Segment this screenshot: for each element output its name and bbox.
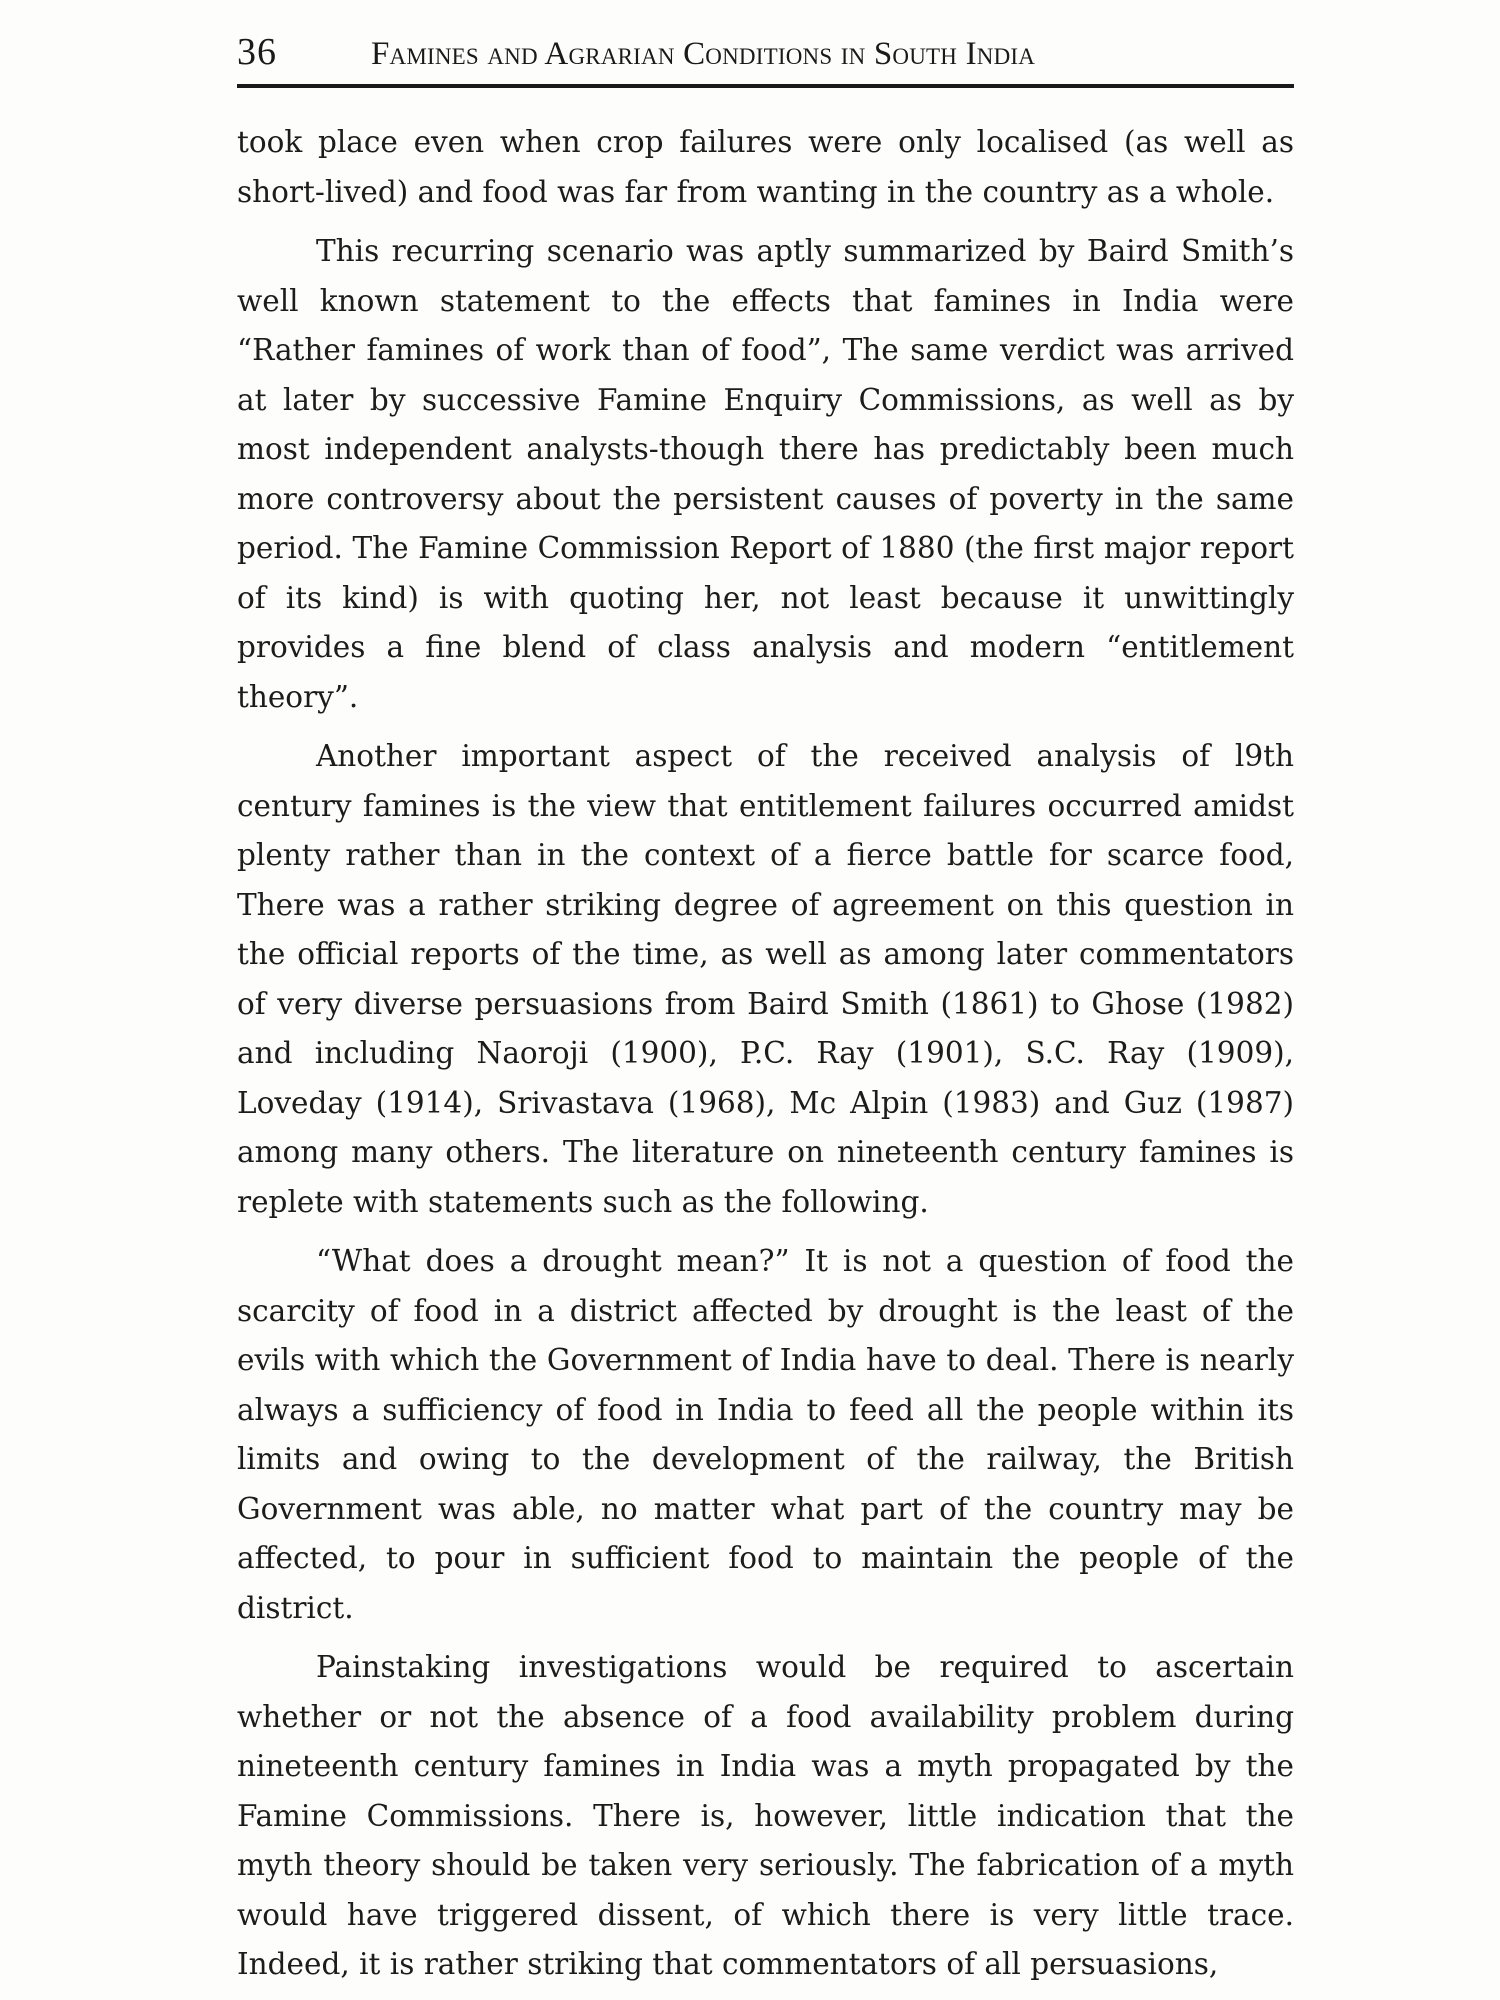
paragraph-received-analysis: Another important aspect of the received analysis of l9th century famines is the view that entitlement failures occurred amidst plenty rather than in the context of a fierce battle for scarce food, There was a rather striking degree of agreement on this question in the official reports of the time, as well as among later commentators of very diverse persuasions from Baird Smith (1861) to Ghose (1982) and including Naoroji (1900), P.C. Ray (1901), S.C. Ray (1909), Loveday (1914), Srivastava (1968), Mc Alpin (1983) and Guz (1987) among many others. The literature on nineteenth century famines is replete with statements such as the following.: [237, 739, 1294, 1219]
paragraph-painstaking-investigations: Painstaking investigations would be required to ascertain whether or not the absence of a food availability problem during nineteenth century famines in India was a myth propagated by the Famine Commissions. There is, however, little indication that the myth theory should be taken very seriously. The fabrication of a myth would have triggered dissent, of which there is very little trace. Indeed, it is rather striking that commentators of all persuasions,: [237, 1650, 1294, 1981]
paragraph-continuation: took place even when crop failures were only localised (as well as short-lived) and food was far from wanting in the country as a whole.: [237, 125, 1294, 209]
running-title: Famines and Agrarian Conditions in South India: [371, 36, 1036, 72]
paragraph-baird-smith: This recurring scenario was aptly summarized by Baird Smith’s well known statement to the effects that famines in India were “Rather famines of work than of food”, The same verdict was arrived at later by successive Famine Enquiry Commissions, as well as by most independent analysts-though there has predictably been much more controversy about the persistent causes of poverty in the same period. The Famine Commission Report of 1880 (the first major report of its kind) is with quoting her, not least because it unwittingly provides a fine blend of class analysis and modern “entitlement theory”.: [237, 234, 1294, 714]
page-header: [237, 22, 1294, 88]
page-number: 36: [237, 31, 277, 73]
paragraph-drought-quote: “What does a drought mean?” It is not a question of food the scarcity of food in a district affected by drought is the least of the evils with which the Government of India have to deal. There is nearly always a sufficiency of food in India to feed all the people within its limits and owing to the development of the railway, the British Government was able, no matter what part of the country may be affected, to pour in sufficient food to maintain the people of the district.: [237, 1244, 1294, 1625]
body-text: [237, 118, 1294, 2000]
